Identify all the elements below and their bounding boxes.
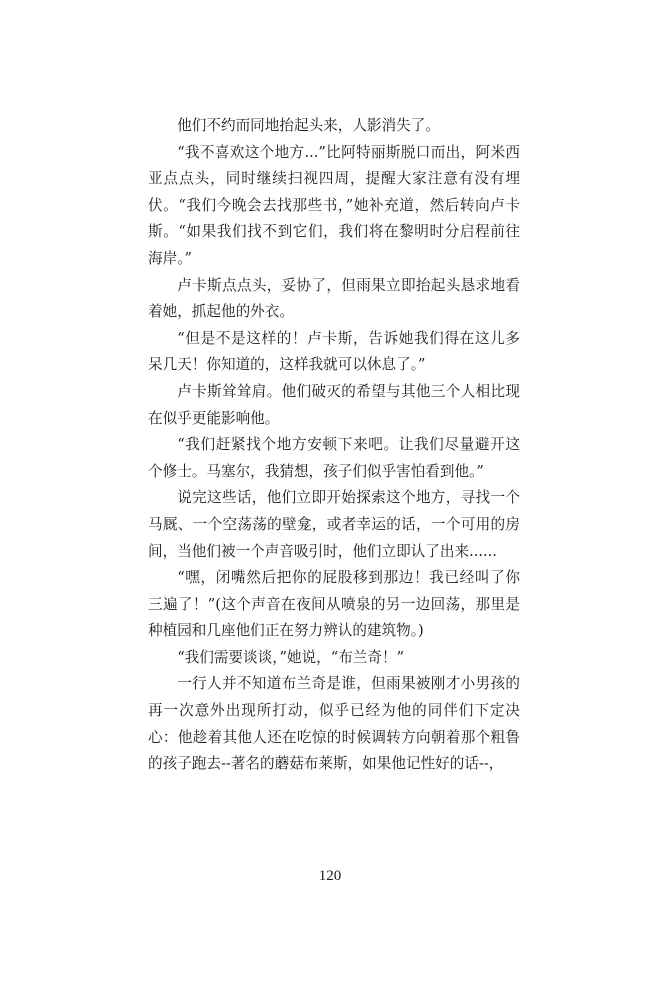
paragraph: 卢卡斯耸耸肩。他们破灭的希望与其他三个人相比现在似乎更能影响他。 xyxy=(148,382,520,427)
page-number: 120 xyxy=(318,868,342,884)
paragraph: “嘿，闭嘴然后把你的屁股移到那边！我已经叫了你三遍了！”(这个声音在夜间从喷泉的另一边回荡，那里是种植园和几座他们正在努力辨认的建筑物。) xyxy=(148,569,520,640)
paragraph: “我不喜欢这个地方...”比阿特丽斯脱口而出，阿米西亚点点头，同时继续扫视四周，提醒大家注意有没有埋伏。“我们今晚会去找那些书，”她补充道，然后转向卢卡斯。“如果我们找不到它们，我们将在黎明时分启程前往海岸。” xyxy=(148,143,520,267)
paragraph: “我们需要谈谈，”她说，“布兰奇！” xyxy=(177,648,405,666)
body-text xyxy=(148,113,520,778)
paragraph: “我们赶紧找个地方安顿下来吧。让我们尽量避开这个修士。马塞尔，我猜想，孩子们似乎害怕看到他。” xyxy=(148,436,520,480)
paragraph: 说完这些话，他们立即开始探索这个地方，寻找一个马厩、一个空荡荡的壁龛，或者幸运的话，一个可用的房间，当他们被一个声音吸引时，他们立即认了出来...... xyxy=(148,489,520,560)
paragraph: “但是不是这样的！卢卡斯，告诉她我们得在这儿多呆几天！你知道的，这样我就可以休息了。” xyxy=(148,329,520,374)
paragraph: 卢卡斯点点头，妥协了，但雨果立即抬起头恳求地看着她，抓起他的外衣。 xyxy=(148,276,520,321)
paragraph: 他们不约而同地抬起头来，人影消失了。 xyxy=(177,117,440,134)
paragraph: 一行人并不知道布兰奇是谁，但雨果被刚才小男孩的再一次意外出现所打动，似乎已经为他的同伴们下定决心：他趁着其他人还在吃惊的时候调转方向朝着那个粗鲁的孩子跑去--著名的蘑菇布莱斯，如果他记性好的话--， xyxy=(148,675,520,773)
